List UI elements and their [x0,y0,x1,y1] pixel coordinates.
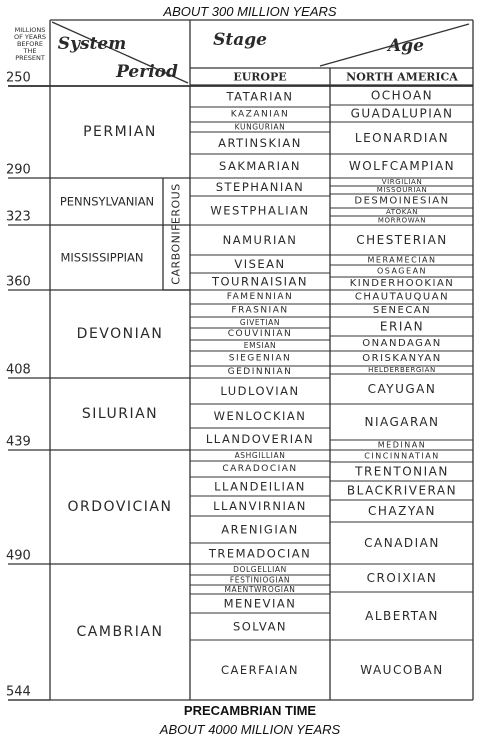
european-stage: MENEVIAN [223,596,297,611]
system-label: PERMIAN [83,124,157,140]
chart-body [6,71,473,701]
european-stage: VISEAN [234,257,286,271]
north-american-age: DESMOINESIAN [354,195,450,207]
north-american-age: ORISKANYAN [362,353,442,364]
european-stage: SAKMARIAN [218,159,302,173]
years-label-line: PRESENT [15,54,45,62]
scale-tick-label: 408 [6,362,31,378]
north-american-age: ALBERTAN [365,609,439,623]
scale-tick-label: 490 [6,548,31,564]
north-american-age: WAUCOBAN [360,663,444,677]
european-stage: LUDLOVIAN [220,384,300,398]
precambrian-title: PRECAMBRIAN TIME [183,703,317,718]
north-american-age: ONANDAGAN [362,338,442,349]
north-american-age: TRENTONIAN [355,464,449,479]
north-american-age: CANADIAN [364,536,440,550]
european-stage: KUNGURIAN [234,122,286,132]
bottom-caption: ABOUT 4000 MILLION YEARS [159,722,341,737]
north-american-age: OSAGEAN [376,266,428,276]
european-stage: WENLOCKIAN [213,409,307,423]
european-stage: TREMADOCIAN [208,546,312,561]
european-stage: STEPHANIAN [215,180,305,194]
north-american-age: NIAGARAN [364,415,440,429]
european-stage: EMSIAN [243,341,277,350]
north-american-age: MEDINAN [377,440,427,450]
north-american-age: MERAMECIAN [367,255,437,265]
scale-tick-label: 439 [6,434,31,450]
european-stage: GIVETIAN [239,318,281,327]
european-stage: MAENTWROGIAN [224,585,296,594]
north-american-age: BLACKRIVERAN [346,483,458,498]
system-label: ORDOVICIAN [67,499,173,515]
system-label: PENNSYLVANIAN [59,194,155,209]
north-american-age: VIRGILIAN [381,178,423,186]
european-stage: NAMURIAN [222,233,298,247]
north-american-age: MISSOURIAN [376,186,428,194]
european-stage: FAMENNIAN [226,292,294,302]
north-american-age: ATOKAN [385,208,419,216]
scale-tick-label: 544 [6,684,31,700]
european-stage: GEDINNIAN [227,367,293,377]
european-stage: COUVINIAN [227,329,293,339]
european-stage: SOLVAN [232,619,288,634]
north-american-age: GUADALUPIAN [350,106,454,121]
north-american-age: CINCINNATIAN [364,451,440,461]
north-american-age: ERIAN [379,319,425,334]
scale-tick-label: 250 [6,70,31,86]
european-stage: TATARIAN [226,89,294,104]
north-american-age: CHAUTAUQUAN [354,291,450,303]
european-stage: LLANDEILIAN [214,479,306,494]
european-stage: SIEGENIAN [228,353,292,364]
european-stage: ARENIGIAN [221,522,299,537]
period-header: Period [116,62,178,82]
north-american-age: WOLFCAMPIAN [348,159,456,173]
north-american-age: HELDERBERGIAN [368,366,436,374]
years-label-line: THE [23,47,37,55]
years-label-line: MILLIONS [14,26,46,34]
european-stage: TOURNAISIAN [211,274,309,289]
system-label: CAMBRIAN [76,624,164,640]
stage-header: Stage [213,30,267,50]
north-american-age: MORROWAN [377,216,427,225]
european-stage: LLANDOVERIAN [205,432,315,446]
north-american-age: CHESTERIAN [356,233,448,247]
north-american-age: CROIXIAN [366,571,438,585]
years-label-line: OF YEARS [13,33,47,41]
scale-tick-label: 360 [6,274,31,290]
north-american-age: OCHOAN [370,88,434,103]
years-label-line: BEFORE [16,40,44,48]
european-stage: LLANVIRNIAN [213,499,307,513]
europe-header: EUROPE [233,70,287,84]
european-stage: KAZANIAN [230,109,290,120]
north-american-age: SENECAN [372,305,432,316]
european-stage: WESTPHALIAN [210,203,310,218]
north-american-age: LEONARDIAN [354,131,450,145]
scale-tick-label: 290 [6,162,31,178]
system-label: SILURIAN [81,406,159,422]
system-label: DEVONIAN [76,326,164,342]
european-stage: DOLGELLIAN [233,565,287,574]
age-header: Age [388,36,424,56]
north-american-age: KINDERHOOKIAN [349,278,455,289]
north-america-header: NORTH AMERICA [346,70,458,84]
carboniferous-label: CARBONIFEROUS [169,183,183,285]
european-stage: ASHGILLIAN [234,451,286,460]
european-stage: CARADOCIAN [222,464,298,474]
north-american-age: CAYUGAN [367,382,437,396]
european-stage: ARTINSKIAN [218,136,302,150]
european-stage: FESTINIOGIAN [229,575,291,585]
system-header: System [57,34,127,54]
scale-tick-label: 323 [6,209,31,225]
european-stage: FRASNIAN [231,305,289,316]
top-caption: ABOUT 300 MILLION YEARS [163,4,337,19]
european-stage: CAERFAIAN [221,663,299,677]
north-american-age: CHAZYAN [368,504,436,518]
system-label: MISSISSIPPIAN [60,250,144,265]
chart-header [14,26,458,84]
